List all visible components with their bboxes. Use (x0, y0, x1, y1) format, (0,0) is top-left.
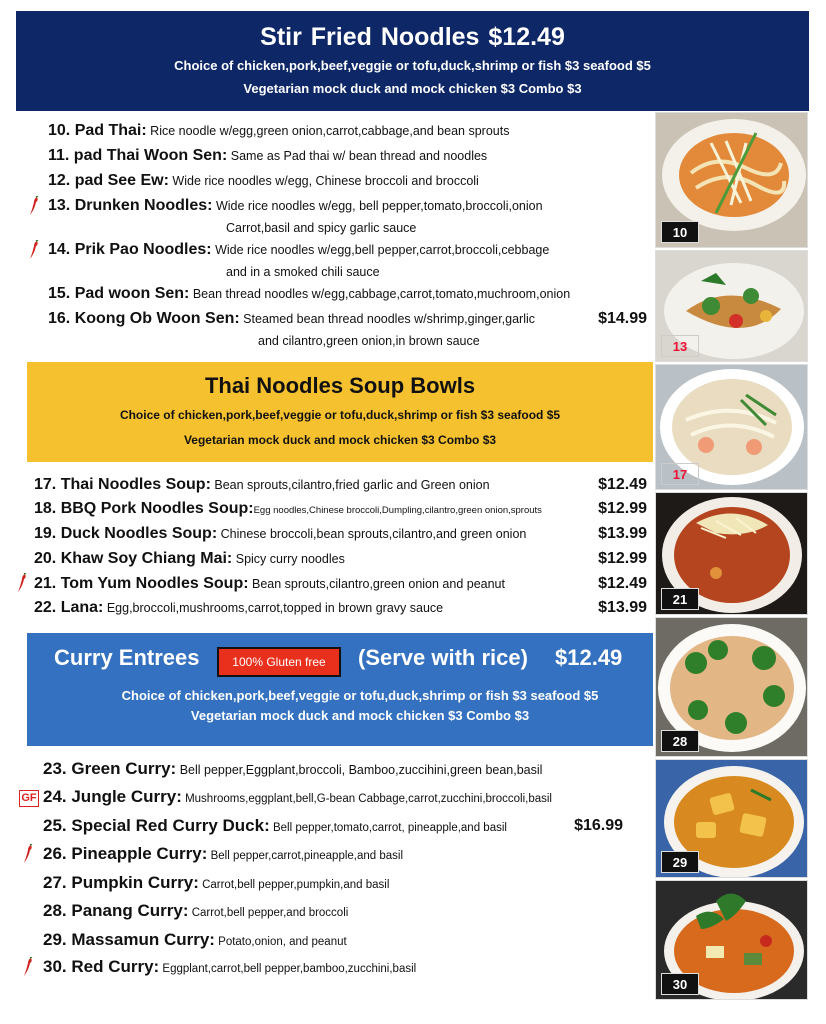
item-price: $12.99 (598, 550, 647, 567)
curry-price: $12.49 (555, 645, 623, 670)
menu-item-desc-continued: Carrot,basil and spicy garlic sauce (226, 221, 417, 235)
item-price: $12.99 (598, 500, 647, 517)
curry-sub-1: Choice of chicken,pork,beef,veggie or tofu,duck,shrimp or fish $3 seafood $5 (121, 688, 599, 703)
menu-item: 14. Prik Pao Noodles: Wide rice noodles w/egg,bell pepper,carrot,broccoli,cebbage (48, 241, 550, 258)
menu-item: 19. Duck Noodles Soup: Chinese broccoli,bean sprouts,cilantro,and green onion (34, 525, 527, 542)
dish-photo-noodle-soup (655, 364, 808, 490)
item-price: $14.99 (598, 310, 647, 327)
dish-photo-red-curry (655, 880, 808, 1000)
menu-item: 30. Red Curry: Eggplant,carrot,bell pepper,bamboo,zucchini,basil (43, 957, 417, 976)
menu-item: 21. Tom Yum Noodles Soup: Bean sprouts,cilantro,green onion and peanut (34, 575, 505, 592)
menu-item: 15. Pad woon Sen: Bean thread noodles w/egg,cabbage,carrot,tomato,muchroom,onion (48, 285, 571, 302)
gluten-free-icon: GF (19, 790, 39, 807)
stir-fried-header (16, 11, 809, 111)
photo-number-badge: 28 (661, 730, 699, 752)
menu-item-desc-continued: and cilantro,green onion,in brown sauce (258, 334, 480, 348)
menu-item: 12. pad See Ew: Wide rice noodles w/egg, Chinese broccoli and broccoli (48, 172, 479, 189)
menu-item: 23. Green Curry: Bell pepper,Eggplant,broccoli, Bamboo,zuccihini,green bean,basil (43, 759, 543, 778)
menu-item: 17. Thai Noodles Soup: Bean sprouts,cilantro,fried garlic and Green onion (34, 476, 490, 493)
item-price: $16.99 (574, 817, 623, 834)
dish-photo-drunken-noodles (655, 250, 808, 362)
menu-item: 26. Pineapple Curry: Bell pepper,carrot,pineapple,and basil (43, 844, 404, 863)
menu-item: 13. Drunken Noodles: Wide rice noodles w/egg, bell pepper,tomato,broccoli,onion (48, 197, 543, 214)
photo-number-badge: 13 (661, 335, 699, 357)
menu-item: 10. Pad Thai: Rice noodle w/egg,green onion,carrot,cabbage,and bean sprouts (48, 122, 510, 139)
menu-item: 20. Khaw Soy Chiang Mai: Spicy curry noodles (34, 550, 345, 567)
soup-sub-1: Choice of chicken,pork,beef,veggie or tofu,duck,shrimp or fish $3 seafood $5 (119, 408, 561, 422)
menu-item: 29. Massamun Curry: Potato,onion, and peanut (43, 930, 347, 949)
dish-photo-green-curry (655, 617, 808, 757)
item-price: $13.99 (598, 525, 647, 542)
chili-pepper-icon (28, 240, 40, 260)
chili-pepper-icon (16, 573, 28, 593)
menu-item: 11. pad Thai Woon Sen: Same as Pad thai w/ bean thread and noodles (48, 147, 488, 164)
photo-number-badge: 10 (661, 221, 699, 243)
chili-pepper-icon (22, 844, 34, 864)
dish-photo-tom-yum (655, 492, 808, 615)
item-price: $13.99 (598, 599, 647, 616)
photo-number-badge: 29 (661, 851, 699, 873)
dish-photo-pad-thai (655, 112, 808, 248)
menu-item: 25. Special Red Curry Duck: Bell pepper,tomato,carrot, pineapple,and basil (43, 816, 507, 835)
menu-item: 16. Koong Ob Woon Sen: Steamed bean thread noodles w/shrimp,ginger,garlic (48, 310, 536, 327)
photo-number-badge: 17 (661, 463, 699, 485)
stir-fried-sub-2: Vegetarian mock duck and mock chicken $3 Combo $3 (243, 81, 582, 96)
curry-sub-2: Vegetarian mock duck and mock chicken $3 Combo $3 (190, 708, 530, 723)
chili-pepper-icon (22, 957, 34, 977)
stir-fried-title: Stir Fried Noodles $12.49 (260, 23, 565, 51)
photo-number-badge: 30 (661, 973, 699, 995)
item-price: $12.49 (598, 575, 647, 592)
curry-header (27, 633, 653, 746)
stir-fried-sub-1: Choice of chicken,pork,beef,veggie or tofu,duck,shrimp or fish $3 seafood $5 (174, 58, 651, 73)
curry-title: Curry Entrees (54, 645, 200, 670)
photo-number-badge: 21 (661, 588, 699, 610)
curry-serve-note: (Serve with rice) (358, 645, 528, 670)
menu-item: 28. Panang Curry: Carrot,bell pepper,and broccoli (43, 901, 349, 920)
soup-sub-2: Vegetarian mock duck and mock chicken $3 Combo $3 (183, 433, 497, 447)
menu-item: 22. Lana: Egg,broccoli,mushrooms,carrot,topped in brown gravy sauce (34, 599, 444, 616)
menu-item: 24. Jungle Curry: Mushrooms,eggplant,bell,G-bean Cabbage,carrot,zucchini,broccoli,basil (43, 787, 552, 806)
menu-item: 18. BBQ Pork Noodles Soup:Egg noodles,Chinese broccoli,Dumpling,cilantro,green onion,sprouts (34, 500, 542, 517)
chili-pepper-icon (28, 196, 40, 216)
menu-item-desc-continued: and in a smoked chili sauce (226, 265, 380, 279)
dish-photo-pumpkin-curry (655, 759, 808, 878)
soup-header (27, 362, 653, 462)
gluten-free-badge: 100% Gluten free (217, 647, 341, 677)
item-price: $12.49 (598, 476, 647, 493)
soup-title: Thai Noodles Soup Bowls (204, 373, 476, 398)
menu-item: 27. Pumpkin Curry: Carrot,bell pepper,pumpkin,and basil (43, 873, 390, 892)
